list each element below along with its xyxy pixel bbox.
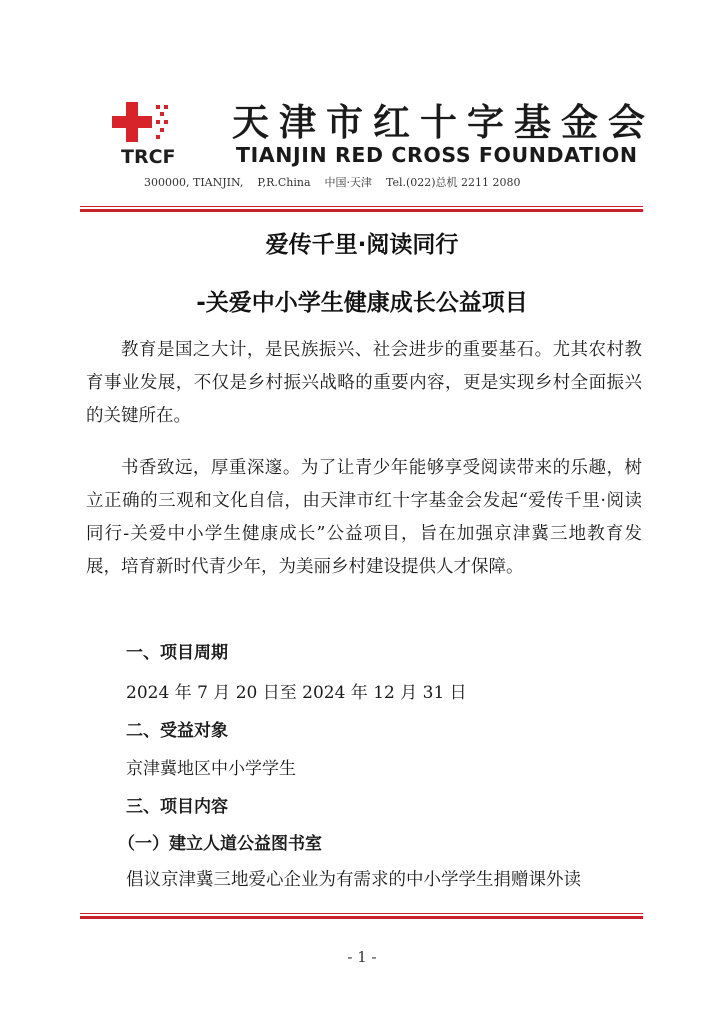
page-number: - 1 - (347, 948, 377, 966)
beneficiaries-text: 京津冀地区中小学学生 (126, 759, 296, 779)
intro-paragraph: 教育是国之大计，是民族振兴、社会进步的重要基石。尤其农村教育事业发展，不仅是乡村振兴战略的重要内容，更是实现乡村全面振兴的关键所在。 (86, 340, 642, 426)
logo-abbreviation: TRCF (121, 146, 176, 168)
organization-name-chinese: 天津市红十字基金会 (232, 101, 655, 144)
section-heading-period: 一、项目周期 (126, 643, 228, 663)
document-subtitle: -关爱中小学生健康成长公益项目 (196, 290, 528, 316)
letterhead (0, 0, 724, 215)
subsection-heading-library: （一）建立人道公益图书室 (118, 834, 322, 854)
project-period-text: 2024 年 7 月 20 日至 2024 年 12 月 31 日 (126, 683, 467, 703)
purpose-paragraph: 书香致远，厚重深邃。为了让青少年能够享受阅读带来的乐趣，树立正确的三观和文化自信，由天津市红十字基金会发起“爱传千里·阅读同行-关爱中小学生健康成长”公益项目，旨在加强京津冀三地教育发展，培育新时代青少年，为美丽乡村建设提供人才保障。 (86, 458, 642, 577)
header-divider (80, 206, 643, 212)
library-text: 倡议京津冀三地爱心企业为有需求的中小学学生捐赠课外读 (126, 870, 581, 890)
section-heading-beneficiaries: 二、受益对象 (126, 721, 228, 741)
document-title: 爱传千里·阅读同行 (265, 232, 459, 258)
address-line: 300000, TIANJIN, P,R.China 中国·天津 Tel.(022)总机 2211 2080 (144, 176, 521, 189)
organization-name-english: TIANJIN RED CROSS FOUNDATION (236, 143, 638, 167)
footer-divider (80, 913, 643, 919)
section-heading-content: 三、项目内容 (126, 797, 228, 817)
